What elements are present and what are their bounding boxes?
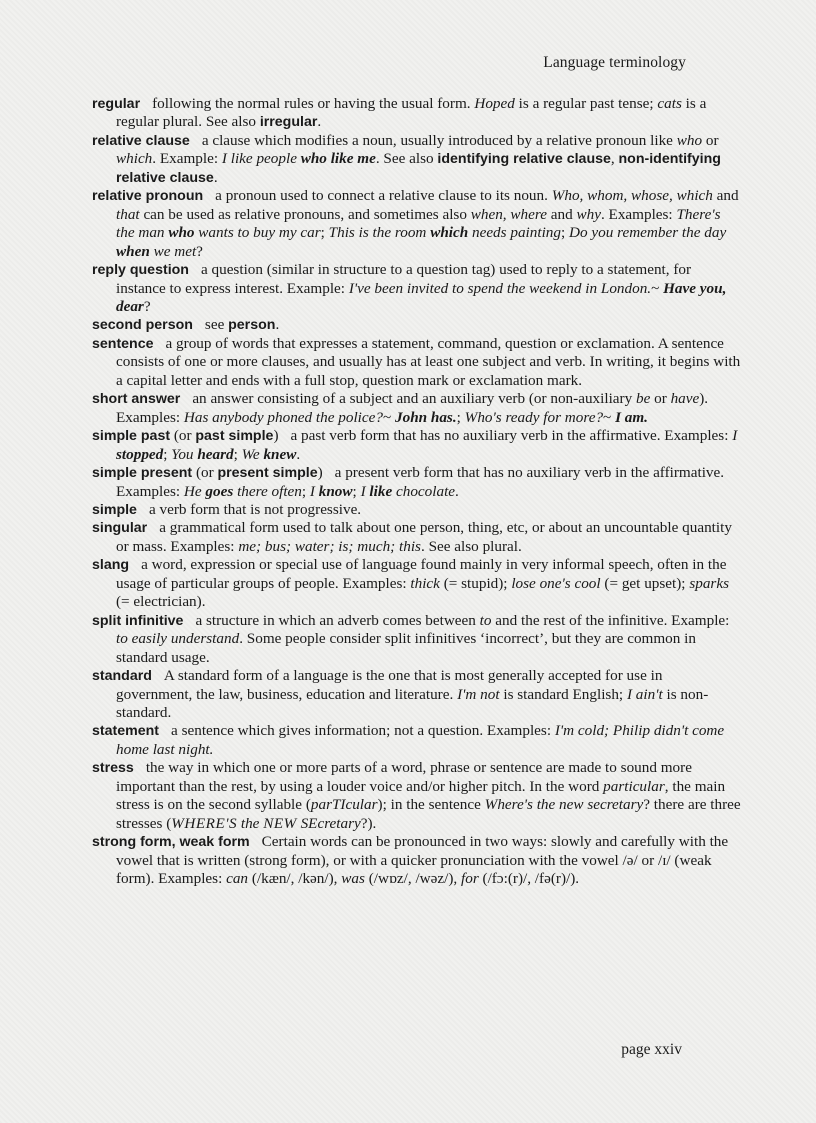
entry-simple-past xyxy=(92,427,742,464)
entry-text: heard xyxy=(197,445,234,463)
entry-text: You xyxy=(171,445,198,463)
entry-text: is standard English; xyxy=(499,685,627,703)
entry-text: was xyxy=(341,870,365,888)
entry-text: I xyxy=(309,482,319,500)
entry-relative-clause xyxy=(92,132,742,187)
entry-simple xyxy=(92,501,742,519)
entry-text: know xyxy=(318,482,353,500)
entry-text: or xyxy=(702,131,719,149)
entry-text: which xyxy=(116,150,153,168)
entry-text: ; xyxy=(352,482,361,500)
entry-text: WHERE'S xyxy=(171,814,238,832)
headword: simple past xyxy=(92,428,171,445)
entry-text: There's the man xyxy=(116,205,721,242)
entry-text: a structure in which an adverb comes between xyxy=(195,611,480,629)
entry-text: we met xyxy=(149,242,197,260)
entry-text: sparks xyxy=(689,574,729,592)
entry-text: Who's ready for more? xyxy=(464,408,604,426)
entry-short-answer xyxy=(92,390,742,427)
entry-text: a pronoun used to connect a relative clause to its noun. xyxy=(215,187,552,205)
headword: short answer xyxy=(92,391,181,408)
entry-text: I like people xyxy=(221,150,301,168)
entry-text: when xyxy=(116,242,150,260)
entry-text: I xyxy=(732,427,738,445)
cross-reference: identifying relative clause xyxy=(437,151,611,168)
entry-text: ?). xyxy=(360,814,377,832)
entry-text: . xyxy=(455,482,459,500)
entry-text: the xyxy=(237,814,264,832)
headword: regular xyxy=(92,96,141,112)
entry-text: ? there are three stresses ( xyxy=(116,796,741,832)
headword: relative clause xyxy=(92,132,190,149)
entry-text: a past verb form that has no auxiliary verb in the affirmative. Examples: xyxy=(290,427,733,445)
entry-text: I ain't xyxy=(626,685,663,703)
entry-text: who xyxy=(676,131,703,149)
entry-text: see xyxy=(204,316,229,334)
running-head: Language terminology xyxy=(543,54,686,71)
entry-text: lose one's cool xyxy=(511,574,601,592)
entry-text: a present verb form that has no auxiliary verb in the affirmative. Examples: xyxy=(116,464,725,500)
entry-text: be xyxy=(635,390,651,408)
entry-text: . See also xyxy=(375,150,438,168)
entry-text: ; xyxy=(163,445,172,463)
entry-text: Who, whom, whose, which xyxy=(551,187,713,205)
entry-text: SEcretary xyxy=(296,814,361,832)
entry-text: to xyxy=(479,611,492,629)
entry-text: when, where xyxy=(470,205,547,223)
entry-text: who like me xyxy=(300,150,376,168)
entry-text: . Example: xyxy=(152,150,222,168)
entry-singular xyxy=(92,519,742,556)
cross-reference: present simple xyxy=(217,465,318,482)
entry-text: is non-standard. xyxy=(116,685,709,721)
entry-text: , the main stress is on the second syllable ( xyxy=(116,777,726,814)
entry-text: . xyxy=(275,316,280,334)
headword: simple present xyxy=(92,465,193,482)
entry-text: ) xyxy=(273,427,279,445)
entry-text: . xyxy=(296,445,301,463)
entry-text: can xyxy=(226,870,249,888)
headword: statement xyxy=(92,723,160,740)
entry-text: chocolate xyxy=(392,482,456,500)
entry-text: We xyxy=(241,445,264,463)
entry-text: a verb form that is not progressive. xyxy=(148,500,362,518)
entry-text: I am. xyxy=(615,408,648,426)
entry-text: Hoped xyxy=(474,95,515,112)
entry-text: (or xyxy=(192,464,218,482)
entry-text: or xyxy=(650,390,671,408)
glossary-entries xyxy=(92,95,742,888)
entry-text: ? xyxy=(143,297,151,315)
entry-text: I'm not xyxy=(457,685,500,703)
entry-text: cats xyxy=(657,95,682,112)
entry-text: ~ xyxy=(382,408,395,426)
entry-text: needs painting xyxy=(468,224,561,242)
cross-reference: non-identifying relative clause xyxy=(116,151,721,186)
entry-text: and xyxy=(712,187,739,205)
entry-text: I've been invited to spend the weekend in London. xyxy=(348,279,652,297)
entry-text: following the normal rules or having the usual form. xyxy=(152,95,475,112)
headword: slang xyxy=(92,557,130,574)
entry-text: stopped xyxy=(116,445,164,463)
entry-text: parTIcular xyxy=(310,796,378,814)
entry-text: knew xyxy=(263,445,297,463)
entry-text: particular xyxy=(603,777,665,795)
headword: stress xyxy=(92,760,134,777)
cross-reference: past simple xyxy=(195,428,274,445)
headword: relative pronoun xyxy=(92,188,204,205)
entry-text: who xyxy=(168,224,195,242)
entry-text: wants to buy my car xyxy=(194,224,321,242)
entry-reply-question xyxy=(92,261,742,316)
entry-text: and xyxy=(546,205,577,223)
entry-text: John has. xyxy=(395,408,457,426)
entry-text: an answer consisting of a subject and an auxiliary verb (or non-auxiliary xyxy=(192,390,636,408)
entry-text: for xyxy=(461,870,479,888)
entry-text: ) xyxy=(317,464,323,482)
entry-text: is a regular plural. See also xyxy=(116,95,707,131)
entry-text: a sentence which gives information; not a question. Examples: xyxy=(171,722,555,740)
entry-text: me; bus; water; is; much; this xyxy=(238,537,421,555)
entry-text: He xyxy=(183,482,206,500)
headword: reply question xyxy=(92,262,189,279)
entry-regular xyxy=(92,95,742,132)
entry-text: ; xyxy=(233,445,242,463)
entry-text: , xyxy=(610,150,619,168)
entry-text: (/fɔ:(r)/, /fə(r)/). xyxy=(478,870,580,888)
entry-text: Have you, dear xyxy=(116,279,727,315)
headword: simple xyxy=(92,501,137,518)
entry-text: (= electrician). xyxy=(116,593,206,611)
entry-text: there often xyxy=(233,482,302,500)
cross-reference: irregular xyxy=(259,114,318,131)
entry-simple-present xyxy=(92,464,742,501)
entry-second-person xyxy=(92,316,742,334)
entry-text: the way in which one or more parts of a word, phrase or sentence are made to sound more important than the rest, by using a louder voice and/or higher pitch. In the word xyxy=(116,759,692,795)
entry-text: a question (similar in structure to a question tag) used to reply to a statement, for instance to express interest. Example: xyxy=(116,261,692,297)
headword: singular xyxy=(92,520,148,537)
entry-text: . xyxy=(213,168,218,186)
entry-text: A standard form of a language is the one that is most generally accepted for use in government, the law, business, education and literature. xyxy=(116,667,663,703)
entry-text: and the rest of the infinitive. Example: xyxy=(491,611,730,629)
entry-text: a grammatical form used to talk about one person, thing, etc, or about an uncountable quantity or mass. Examples: xyxy=(116,519,732,555)
headword: strong form, weak form xyxy=(92,834,250,851)
entry-text: . Some people consider split infinitives ‘incorrect’, but they are common in standard usage. xyxy=(116,630,696,666)
entry-text: that xyxy=(116,205,140,223)
entry-stress xyxy=(92,759,742,833)
entry-text: (= get upset); xyxy=(600,574,690,592)
entry-text: to easily understand xyxy=(116,630,240,648)
headword: split infinitive xyxy=(92,612,184,629)
page-number: page xxiv xyxy=(621,1041,682,1058)
entry-text: (or xyxy=(170,427,196,445)
entry-text: ? xyxy=(196,242,203,260)
entry-text: a group of words that expresses a statement, command, question or exclamation. A sentence consists of one or more clauses, and usually has at least one subject and verb. In writing, it begins with a capital letter and ends with a full stop, question mark or exclamation mark. xyxy=(116,334,741,389)
cross-reference: person xyxy=(228,317,276,334)
entry-text: like xyxy=(369,482,393,500)
entry-strong-form xyxy=(92,833,742,888)
entry-text: (= stupid); xyxy=(439,574,512,592)
entry-standard xyxy=(92,667,742,722)
entry-text: . Examples: xyxy=(600,205,677,223)
entry-text: is a regular past tense; xyxy=(514,95,658,112)
entry-text: ; xyxy=(456,408,465,426)
entry-text: have xyxy=(670,390,700,408)
entry-sentence xyxy=(92,335,742,390)
entry-text: a word, expression or special use of language found mainly in very informal speech, often in the usage of particular groups of people. Examples: xyxy=(116,556,727,592)
entry-text: Where's the new secretary xyxy=(484,796,644,814)
headword: second person xyxy=(92,317,193,334)
entry-text: I xyxy=(360,482,370,500)
entry-text: a clause which modifies a noun, usually introduced by a relative pronoun like xyxy=(201,131,677,149)
headword: standard xyxy=(92,668,152,685)
entry-text: Has anybody phoned the police? xyxy=(183,408,383,426)
entry-text: ~ xyxy=(651,279,664,297)
entry-text: thick xyxy=(410,574,440,592)
entry-text: Do you remember the day xyxy=(569,224,727,242)
entry-text: ; xyxy=(301,482,310,500)
entry-text: ; xyxy=(561,224,570,242)
entry-text: goes xyxy=(205,482,234,500)
entry-text: which xyxy=(430,224,469,242)
entry-text: . See also plural. xyxy=(420,537,522,555)
headword: sentence xyxy=(92,335,154,352)
entry-text: (/wɒz/, /wəz/), xyxy=(364,870,461,888)
entry-text: (/kæn/, /kən/), xyxy=(248,870,342,888)
entry-text: NEW xyxy=(263,814,297,832)
entry-text: I'm cold; Philip didn't come home last night. xyxy=(116,722,725,758)
entry-slang xyxy=(92,556,742,611)
entry-text: ; xyxy=(320,224,329,242)
entry-text: can be used as relative pronouns, and sometimes also xyxy=(139,205,471,223)
entry-text: why xyxy=(576,205,601,223)
entry-text: This is the room xyxy=(328,224,431,242)
entry-split-infinitive xyxy=(92,612,742,667)
entry-text: ); in the sentence xyxy=(377,796,485,814)
entry-relative-pronoun xyxy=(92,187,742,261)
entry-statement xyxy=(92,722,742,759)
entry-text: Certain words can be pronounced in two ways: slowly and carefully with the vowel that is written (strong form), or with a quicker pronunciation with the vowel /ə/ or /ɪ/ (weak form). Examples: xyxy=(116,833,729,888)
entry-text: . xyxy=(317,113,322,131)
entry-text: ~ xyxy=(603,408,616,426)
entry-text: ). Examples: xyxy=(116,390,709,426)
